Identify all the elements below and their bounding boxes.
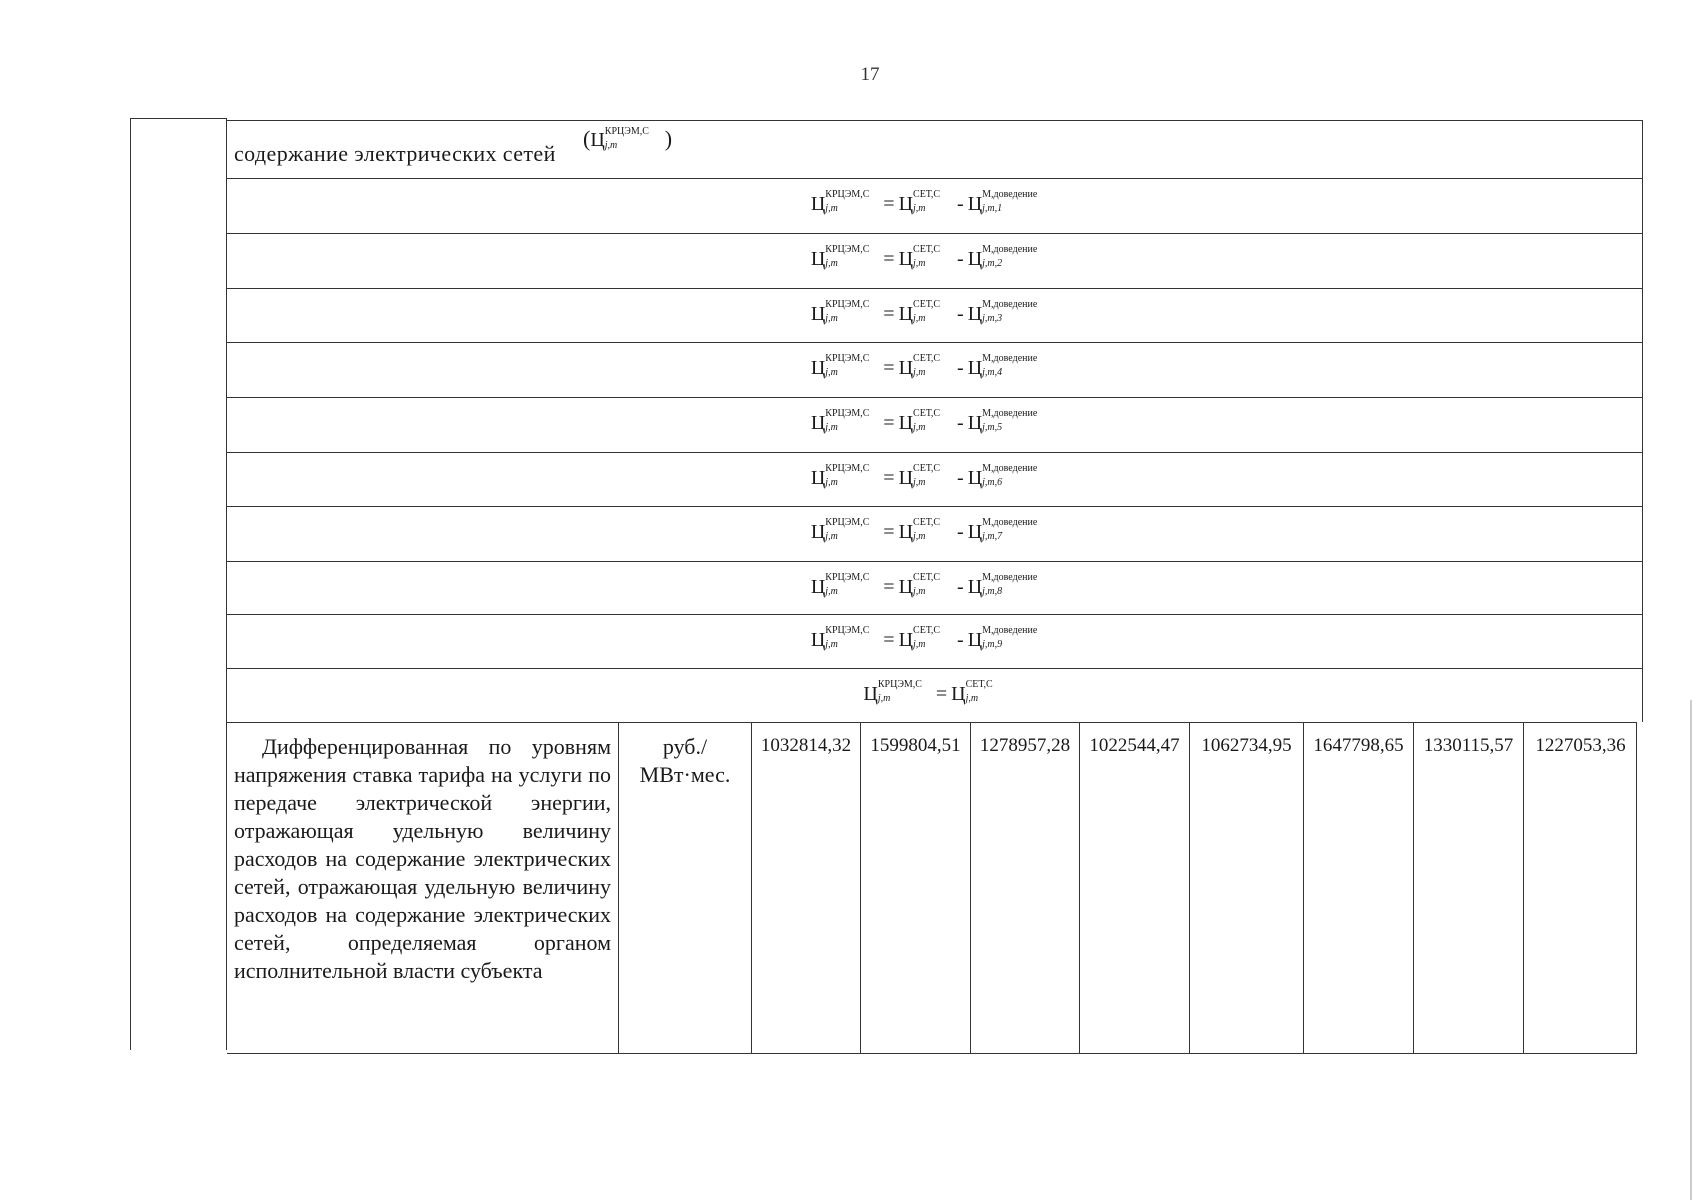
formula-row — [227, 233, 1643, 288]
formula-row — [227, 614, 1643, 669]
table-outer-top-border — [130, 118, 227, 119]
formula: Ц КРЦЭМ,С j,m = Ц СЕТ,С j,m - Ц М,доведение j,m,6 — [810, 463, 1038, 489]
tariff-data-row — [227, 722, 1637, 1054]
formula-row — [227, 288, 1643, 343]
final-formula-row — [227, 668, 1643, 722]
table-outer-left-border — [130, 118, 131, 1050]
description-text: Дифференцированная по уровням напряжения ставка тарифа на услуги по передаче электрической энергии, отражающая удельную величину расходов на содержание электрических сетей, отражающая удельную величину расходов на содержание электрических сетей, определяемая органом исполнительной власти субъекта — [234, 734, 611, 983]
formula-row — [227, 178, 1643, 233]
heading-symbol: (Ц КРЦЭМ,С j,m ) — [583, 126, 673, 152]
final-formula: Ц КРЦЭМ,С j,m = Ц СЕТ,С j,m — [863, 679, 993, 705]
formula: Ц КРЦЭМ,С j,m = Ц СЕТ,С j,m - Ц М,доведение j,m,7 — [810, 517, 1038, 543]
heading-text: содержание электрических сетей — [234, 141, 556, 166]
page-number: 17 — [860, 64, 880, 85]
formula: Ц КРЦЭМ,С j,m = Ц СЕТ,С j,m - Ц М,доведение j,m,9 — [810, 625, 1038, 651]
value-cell: 1647798,65 — [1304, 723, 1414, 1053]
value-cell: 1278957,28 — [971, 723, 1080, 1053]
formula: Ц КРЦЭМ,С j,m = Ц СЕТ,С j,m - Ц М,доведение j,m,8 — [810, 572, 1038, 598]
value-cell: 1599804,51 — [861, 723, 971, 1053]
scan-edge-mark — [1690, 700, 1692, 1200]
formula-row — [227, 452, 1643, 507]
formula: Ц КРЦЭМ,С j,m = Ц СЕТ,С j,m - Ц М,доведение j,m,1 — [810, 189, 1038, 215]
value-cell: 1227053,36 — [1535, 735, 1626, 756]
unit-cell — [619, 723, 752, 1053]
formula-row — [227, 506, 1643, 561]
formula: Ц КРЦЭМ,С j,m = Ц СЕТ,С j,m - Ц М,доведение j,m,4 — [810, 353, 1038, 379]
unit-line-2: МВт·мес. — [639, 762, 731, 787]
formula: Ц КРЦЭМ,С j,m = Ц СЕТ,С j,m - Ц М,доведение j,m,5 — [810, 408, 1038, 434]
value-cell: 1032814,32 — [752, 723, 861, 1053]
heading-row — [227, 120, 1643, 178]
formula-row — [227, 561, 1643, 616]
value-cell: 1330115,57 — [1414, 723, 1524, 1053]
description-cell — [227, 723, 619, 1053]
formula-row — [227, 397, 1643, 452]
value-cell: 1022544,47 — [1080, 723, 1190, 1053]
unit-line-1: руб./ — [662, 734, 708, 759]
value-cell: 1062734,95 — [1190, 723, 1304, 1053]
formula: Ц КРЦЭМ,С j,m = Ц СЕТ,С j,m - Ц М,доведение j,m,3 — [810, 299, 1038, 325]
formula-row — [227, 342, 1643, 397]
formula: Ц КРЦЭМ,С j,m = Ц СЕТ,С j,m - Ц М,доведение j,m,2 — [810, 244, 1038, 270]
